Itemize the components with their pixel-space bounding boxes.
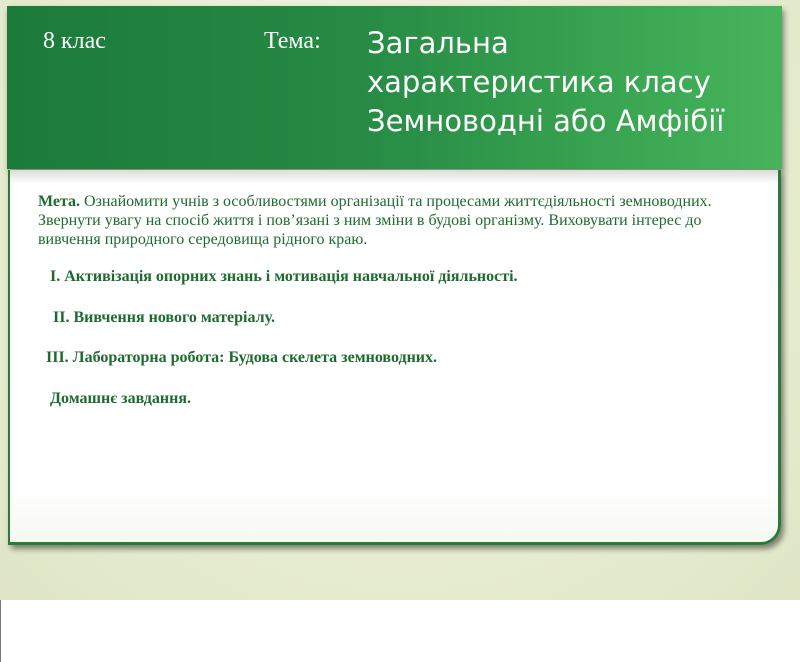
lesson-step-2: ІІ. Вивчення нового матеріалу. [53,309,276,326]
topic-title-line: Земноводні або Амфібії [367,104,725,138]
topic-title [367,24,787,141]
grade-label: 8 клас [43,28,106,54]
panel-shadow [10,170,778,184]
lesson-step-1: І. Активізація опорних знань і мотивація навчальної діяльності. [50,268,518,285]
goal-text: Ознайомити учнів з особливостями організації та процесами життєдіяльності земноводних. Звернути увагу на спосіб життя і пов’язані з ним зміни в будові організму. Виховувати інтерес до вивчення природного середовища рідного краю. [38,193,712,248]
page-edge-line [0,600,1,662]
homework-step: Домашнє завдання. [50,390,191,407]
lesson-step-3: ІІІ. Лабораторна робота: Будова скелета земноводних. [46,349,438,366]
title-banner [7,6,782,169]
content-panel [8,170,781,545]
lesson-goal [38,192,758,249]
goal-label: Мета. [38,193,81,210]
topic-title-line: характеристика класу [367,65,711,99]
topic-label: Тема: [264,28,321,54]
topic-title-line: Загальна [367,26,509,60]
